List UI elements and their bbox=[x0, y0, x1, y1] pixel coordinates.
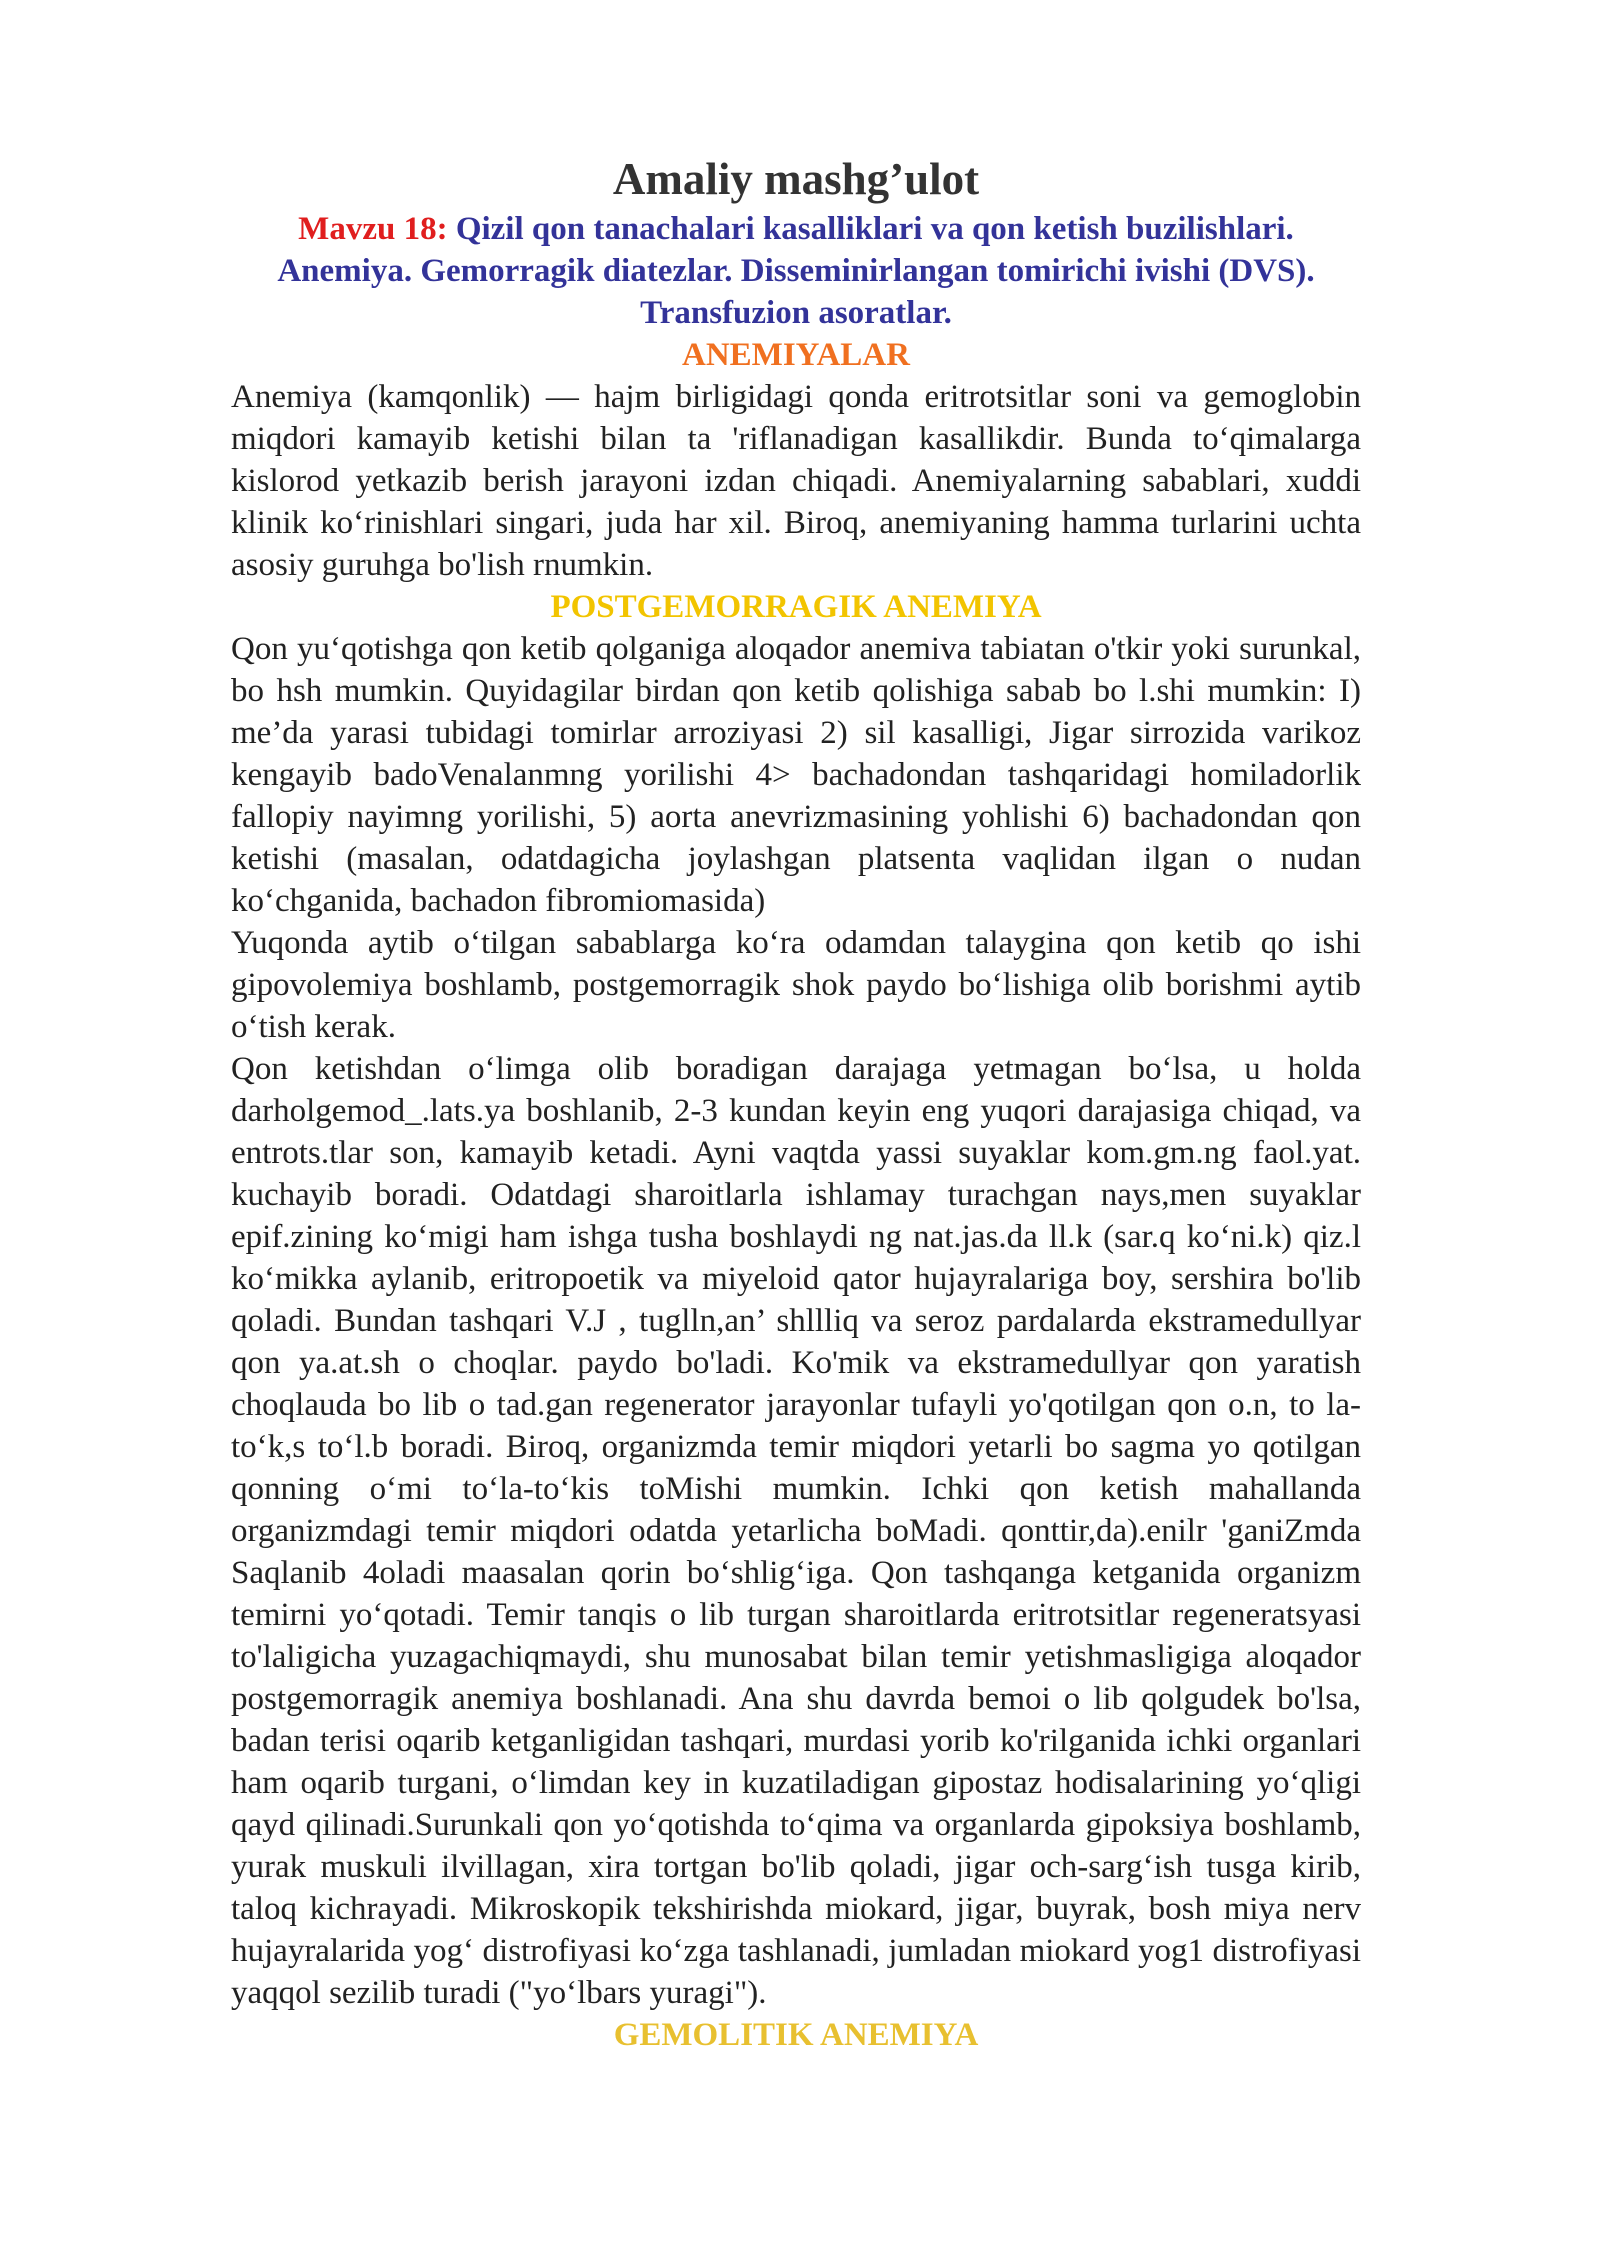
document-title: Amaliy mashg’ulot bbox=[612, 154, 980, 204]
section-heading-gemolitik: GEMOLITIK ANEMIYA bbox=[613, 2017, 979, 2053]
section-heading-anemiyalar: ANEMIYALAR bbox=[682, 337, 910, 373]
topic-label: Mavzu 18: bbox=[298, 211, 448, 247]
topic-line bbox=[231, 208, 1361, 334]
paragraph-anemiya-definition: Anemiya (kamqonlik) — hajm birligidagi qonda eritrotsitlar soni va gemoglobin miqdori kamayib ketishi bilan ta 'riflanadigan kasallikdir. Bunda to‘qimalarga kislorod yetkazib berish jarayoni izdan chiqadi. Anemiyalarning sabablari, xuddi klinik ko‘rinishlari singari, juda har xil. Biroq, anemiyaning hamma turlarini uchta asosiy guruhga bo'lish rnumkin. bbox=[231, 379, 1361, 583]
topic-text: Qizil qon tanachalari kasalliklari va qon ketish buzilishlari. Anemiya. Gemorragik diatezlar. Disseminirlangan tomirichi ivishi (DVS). Transfuzion asoratlar. bbox=[277, 211, 1315, 331]
paragraph-postgemorragik-shock: Yuqonda aytib o‘tilgan sabablarga ko‘ra odamdan talaygina qon ketib qo ishi gipovolemiya boshlamb, postgemorragik shok paydo bo‘lishiga olib borishmi aytib o‘tish kerak. bbox=[231, 925, 1361, 1045]
document-page bbox=[231, 150, 1361, 2056]
paragraph-postgemorragik-course: Qon ketishdan o‘limga olib boradigan darajaga yetmagan bo‘lsa, u holda darholgemod_.lats.ya boshlanib, 2-3 kundan keyin eng yuqori darajasiga chiqad, va entrots.tlar son, kamayib ketadi. Ayni vaqtda yassi suyaklar kom.gm.ng faol.yat. kuchayib boradi. Odatdagi sharoitlarla ishlamay turachgan nays,men suyaklar epif.zining ko‘migi ham ishga tusha boshlaydi ng nat.jas.da ll.k (sar.q ko‘ni.k) qiz.l ko‘mikka aylanib, eritropoetik va miyeloid qator hujayralariga boy, sershira bo'lib qoladi. Bundan tashqari V.J , tuglln,an’ shllliq va seroz pardalarda ekstramedullyar qon ya.at.sh o choqlar. paydo bo'ladi. Ko'mik va ekstramedullyar qon yaratish choqlauda bo lib o tad.gan regenerator jarayonlar tufayli yo'qotilgan qon o.n, to la-to‘k,s to‘l.b boradi. Biroq, organizmda temir miqdori yetarli bo sagma yo qotilgan qonning o‘mi to‘la-to‘kis toMishi mumkin. Ichki qon ketish mahallanda organizmdagi temir miqdori odatda yetarlicha boMadi. qonttir,da).enilr 'ganiZmda Saqlanib 4oladi maasalan qorin bo‘shlig‘iga. Qon tashqanga ketganida organizm temirni yo‘qotadi. Temir tanqis o lib turgan sharoitlarda eritrotsitlar regeneratsyasi to'laligicha yuzagachiqmaydi, shu munosabat bilan temir yetishmasligiga aloqador postgemorragik anemiya boshlanadi. Ana shu davrda bemoi o lib qolgudek bo'lsa, badan terisi oqarib ketganligidan tashqari, murdasi yorib ko'rilganida ichki organlari ham oqarib turgani, o‘limdan key in kuzatiladigan gipostaz hodisalarining yo‘qligi qayd qilinadi.Surunkali qon yo‘qotishda to‘qima va organlarda gipoksiya boshlamb, yurak muskuli ilvillagan, xira tortgan bo'lib qoladi, jigar och-sarg‘ish tusga kirib, taloq kichrayadi. Mikroskopik tekshirishda miokard, jigar, buyrak, bosh miya nerv hujayralarida yog‘ distrofiyasi ko‘zga tashlanadi, jumladan miokard yog1 distrofiyasi yaqqol sezilib turadi ("yo‘lbars yuragi"). bbox=[231, 1051, 1361, 2011]
section-heading-postgemorragik: POSTGEMORRAGIK ANEMIYA bbox=[550, 589, 1042, 625]
paragraph-postgemorragik-causes: Qon yu‘qotishga qon ketib qolganiga aloqador anemiva tabiatan o'tkir yoki surunkal, bo hsh mumkin. Quyidagilar birdan qon ketib qolishiga sabab bo l.shi mumkin: I) me’da yarasi tubidagi tomirlar arroziyasi 2) sil kasalligi, Jigar sirrozida varikoz kengayib badoVenalanmng yorilishi 4> bachadondan tashqaridagi homiladorlik fallopiy nayimng yorilishi, 5) aorta anevrizmasining yohlishi 6) bachadondan qon ketishi (masalan, odatdagicha joylashgan platsenta vaqlidan ilgan o nudan ko‘chganida, bachadon fibromiomasida) bbox=[231, 631, 1361, 919]
